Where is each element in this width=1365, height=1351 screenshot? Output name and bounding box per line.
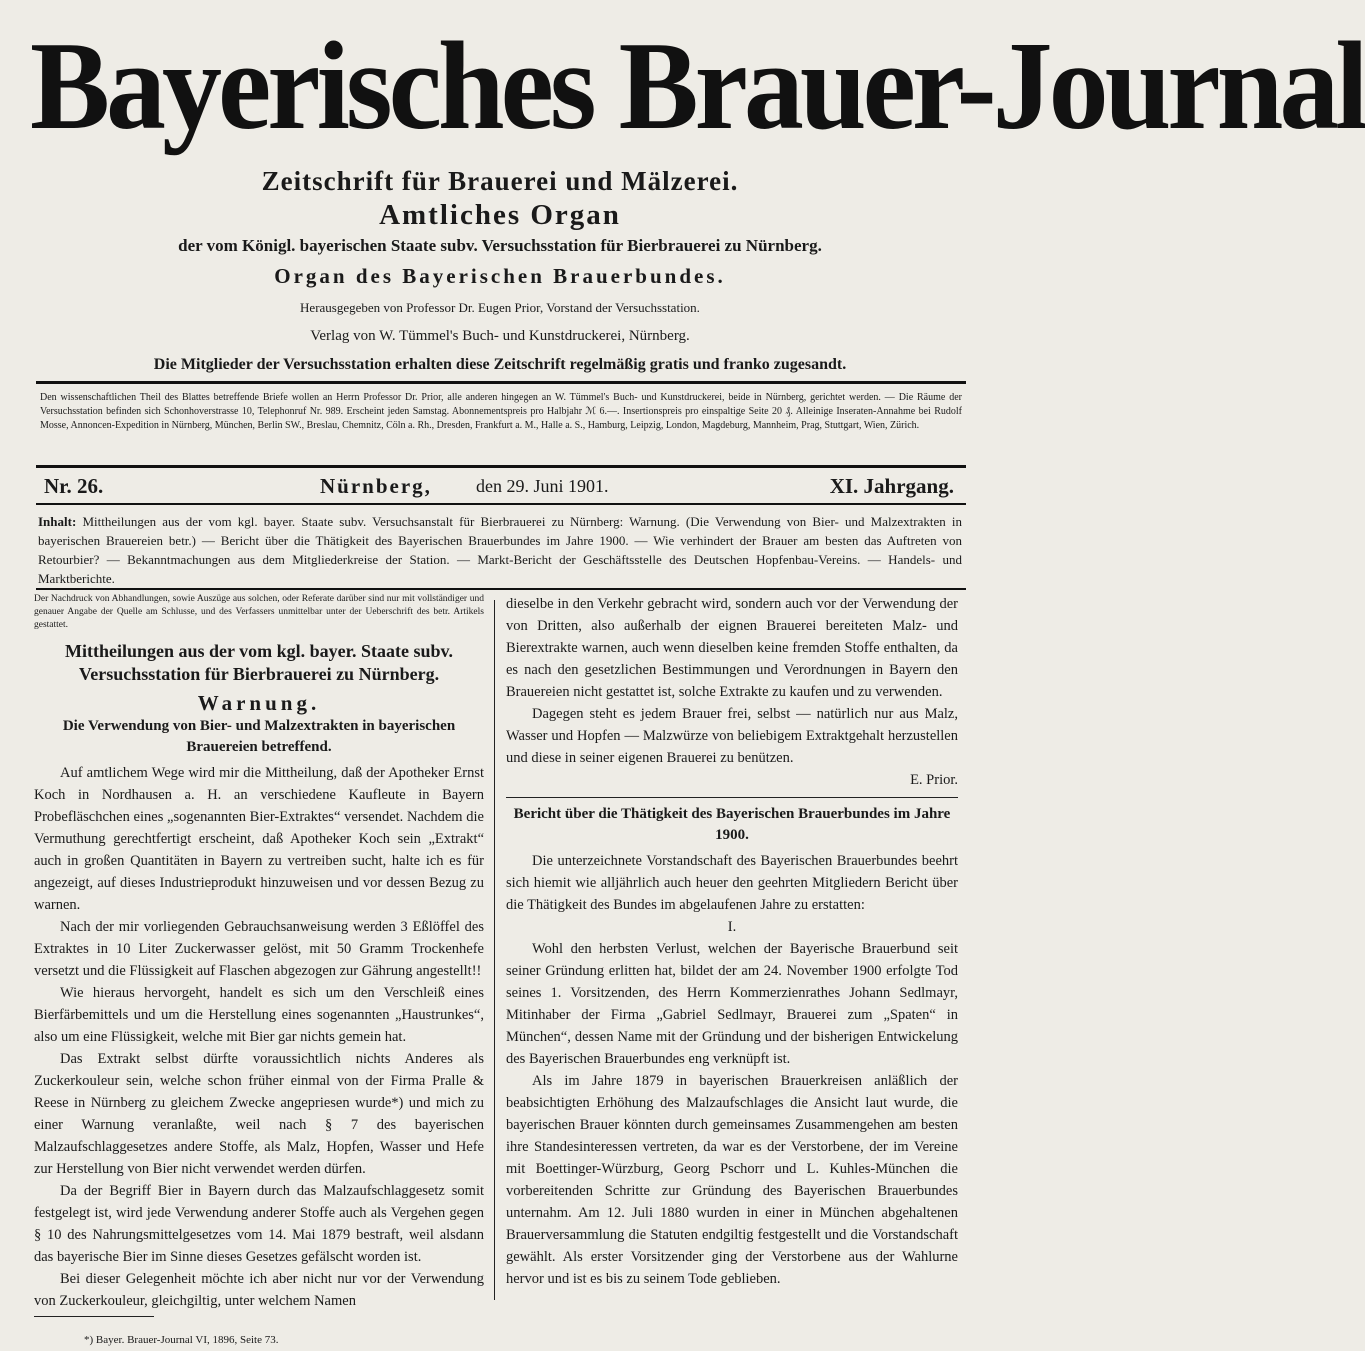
article-subtitle: Die Verwendung von Bier- und Malzextrakten in bayerischen Brauereien betreffend. — [62, 718, 456, 755]
paragraph: Auf amtlichem Wege wird mir die Mittheilung, daß der Apotheker Ernst Koch in Nordhausen a. H. an verschiedene Kaufleute in Bayern Probefläschchen eines „sogenannten Bier-Extraktes“ versendet. Nachdem die Vermuthung gerechtfertigt erscheint, daß Apotheker Koch sein „Extrakt“ auch in großen Quantitäten in Bayern zu vertreiben sucht, halte ich es für angezeigt, auf dieses Industrieprodukt hinzuweisen und vor dessen Bezug zu warnen. — [34, 765, 484, 913]
paragraph: Dagegen steht es jedem Brauer frei, selbst — natürlich nur aus Malz, Wasser und Hopfen — Malzwürze von beliebigem Extraktgehalt herzustellen und diese in seiner eigenen Brauerei zu benützen. — [506, 706, 958, 766]
paragraph: Da der Begriff Bier in Bayern durch das Malzaufschlaggesetz somit festgelegt ist, wird jede Verwendung anderer Stoffe auch als Vergehen gegen § 10 des Nahrungsmittelgesetzes vom 14. Mai 1879 bestraft, weil alsdann das bayerische Bier im Sinne dieses Gesetzes gefälscht worden ist. — [34, 1183, 484, 1265]
paragraph: Die unterzeichnete Vorstandschaft des Bayerischen Brauerbundes beehrt sich hiemit wie alljährlich auch heuer den geehrten Mitgliedern Bericht über die Thätigkeit des Bundes im abgelaufenen Jahre zu erstatten: — [506, 853, 958, 913]
section-heading: Mittheilungen aus der vom kgl. bayer. Staate subv. Versuchsstation für Bierbrauerei zu Nürnberg. — [64, 641, 454, 684]
signature: E. Prior. — [910, 772, 958, 788]
masthead-title: Bayerisches Brauer-Journal — [30, 15, 1365, 156]
report-heading: Bericht über die Thätigkeit des Bayerischen Brauerbundes im Jahre 1900. — [513, 806, 951, 843]
issue-city: Nürnberg, — [320, 474, 432, 498]
toc-text: Mittheilungen aus der vom kgl. bayer. Staate subv. Versuchsanstalt für Bierbrauerei zu Nürnberg: Warnung. (Die Verwendung von Bier- und Malzextrakten in bayerischen Brauereien betr.) — Bericht über die Thätigkeit des Bayerischen Brauerbundes im Jahre 1900. — Wie verhindert der Brauer am besten das Auftreten von Retourbier? — Bekanntmachungen aus dem Mitgliederkreise der Station. — Markt-Bericht der Geschäftsstelle des Deutschen Hopfenbau-Vereins. — Handels- und Marktberichte. — [38, 514, 962, 586]
members-note: Die Mitglieder der Versuchsstation erhalten diese Zeitschrift regelmäßig gratis und franko zugesandt. — [153, 356, 847, 373]
footnote-rule — [34, 1316, 154, 1317]
left-column — [34, 593, 484, 1351]
top-rule — [36, 381, 966, 384]
paragraph: Das Extrakt selbst dürfte voraussichtlich nichts Anderes als Zuckerkouleur sein, welche schon früher einmal von der Firma Pralle & Reese in Nürnberg zu gleichem Zwecke angepriesen wurde*) und mich zu einer Warnung veranlaßte, weil nach § 7 des bayerischen Malzaufschlaggesetzes andere Stoffe, als Malz, Hopfen, Wasser und Hefe zur Herstellung von Bier nicht verwendet werden dürfen. — [34, 1051, 484, 1177]
publisher-line: Herausgegeben von Professor Dr. Eugen Prior, Vorstand der Versuchsstation. — [300, 300, 700, 315]
paragraph: Wohl den herbsten Verlust, welchen der Bayerische Brauerbund seit seiner Gründung erlitten hat, bildet der am 24. November 1900 erfolgte Tod seines 1. Vorsitzenden, des Herrn Kommerzienrathes Johann Sedlmayr, Mitinhaber der Firma „Gabriel Sedlmayr, Brauerei zum „Spaten“ in München“, dessen Name mit der Gründung und der bisherigen Entwickelung des Bayerischen Brauerbundes eng verknüpft ist. — [506, 941, 958, 1067]
paragraph: Wie hieraus hervorgeht, handelt es sich um den Verschleiß eines Bierfärbemittels und um die Herstellung eines sogenannten „Haustrunkes“, also um eine Flüssigkeit, welche mit Bier gar nichts gemein hat. — [34, 985, 484, 1045]
column-divider — [494, 600, 495, 1300]
subscription-notice: Den wissenschaftlichen Theil des Blattes betreffende Briefe wollen an Herrn Professor Dr. Prior, alle anderen hingegen an W. Tümmel's Buch- und Kunstdruckerei, beide in Nürnberg, gerichtet werden. — Die Räume der Versuchsstation befinden sich Schonhoverstrasse 10, Telephonruf Nr. 989. Erscheint jeden Samstag. Abonnementspreis pro Halbjahr ℳ 6.—. Insertionspreis pro einspaltige Seite 20 ₰. Alleinige Inseraten-Annahme bei Rudolf Mosse, Annoncen-Expedition in Nürnberg, München, Berlin SW., Breslau, Chemnitz, Cöln a. Rh., Dresden, Frankfurt a. M., Halle a. S., Hamburg, Leipzig, London, Magdeburg, Mannheim, Prag, Stuttgart, Wien, Zürich. — [40, 392, 962, 431]
paragraph: dieselbe in den Verkehr gebracht wird, sondern auch vor der Verwendung der von Dritten, also außerhalb der eignen Brauerei bereiteten Malz- und Bierextrakte warnen, auch wenn dieselben keine fremden Stoffe enthalten, da es nach den gesetzlichen Bestimmungen und Verordnungen in Bayern den Brauereien nicht gestattet ist, solche Extrakte zu kaufen und zu verwenden. — [506, 596, 958, 700]
article-title-warnung: Warnung. — [197, 691, 321, 715]
paragraph: Als im Jahre 1879 in bayerischen Brauerkreisen anläßlich der beabsichtigten Erhöhung des Malzaufschlages die Ansicht laut wurde, die bayerischen Brauer könnten durch gemeinsames Zusammengehen am besten ihre Standesinteressen vertreten, da war es der Verstorbene, der im Vereine mit Boettinger-Würzburg, Georg Pschorr und L. Kuhles-München die vorbereitenden Schritte zur Gründung des Bayerischen Brauerbundes unternahm. Am 12. Juli 1880 wurden in einer in München abgehaltenen Brauerversammlung die Statuten endgiltig festgestellt und die Vorstandschaft gewählt. Als erster Vorsitzender ging der Verstorbene aus der Wahlurne hervor und ist es bis zu seinem Tode geblieben. — [506, 1073, 958, 1287]
toc-rule — [36, 588, 966, 590]
paragraph: Bei dieser Gelegenheit möchte ich aber nicht nur vor der Verwendung von Zuckerkouleur, gleichgiltig, unter welchem Namen — [34, 1271, 484, 1309]
masthead-subtitle: Zeitschrift für Brauerei und Mälzerei. — [261, 166, 739, 196]
article-rule — [506, 797, 958, 798]
official-organ-title: Amtliches Organ — [379, 199, 621, 231]
verlag-line: Verlag von W. Tümmel's Buch- und Kunstdruckerei, Nürnberg. — [310, 328, 690, 344]
official-organ-line: der vom Königl. bayerischen Staate subv. Versuchsstation für Bierbrauerei zu Nürnberg. — [178, 236, 822, 255]
notice-rule — [36, 465, 966, 468]
brauerbund-organ-title: Organ des Bayerischen Brauerbundes. — [274, 264, 726, 288]
toc-label: Inhalt: — [38, 514, 77, 529]
issue-date: den 29. Juni 1901. — [476, 476, 609, 496]
dateline-rule — [36, 503, 966, 505]
dateline — [40, 474, 960, 500]
footnote: *) Bayer. Brauer-Journal VI, 1896, Seite 73. — [84, 1334, 279, 1346]
issue-year: XI. Jahrgang. — [829, 474, 954, 498]
table-of-contents — [38, 512, 962, 588]
right-column — [506, 593, 958, 1290]
reprint-notice: Der Nachdruck von Abhandlungen, sowie Auszüge aus solchen, oder Referate darüber sind nur mit vollständiger und genauer Angabe der Quelle am Schlusse, und des Verfassers unmittelbar unter der Ueberschrift des betr. Artikels gestattet. — [34, 594, 484, 630]
issue-number: Nr. 26. — [44, 474, 104, 498]
section-number: I. — [727, 919, 737, 935]
paragraph: Nach der mir vorliegenden Gebrauchsanweisung werden 3 Eßlöffel des Extraktes in 10 Liter Zuckerwasser gelöst, mit 50 Gramm Trockenhefe versetzt und die Flüssigkeit auf Flaschen abgezogen zur Gährung angestellt!! — [34, 919, 484, 979]
